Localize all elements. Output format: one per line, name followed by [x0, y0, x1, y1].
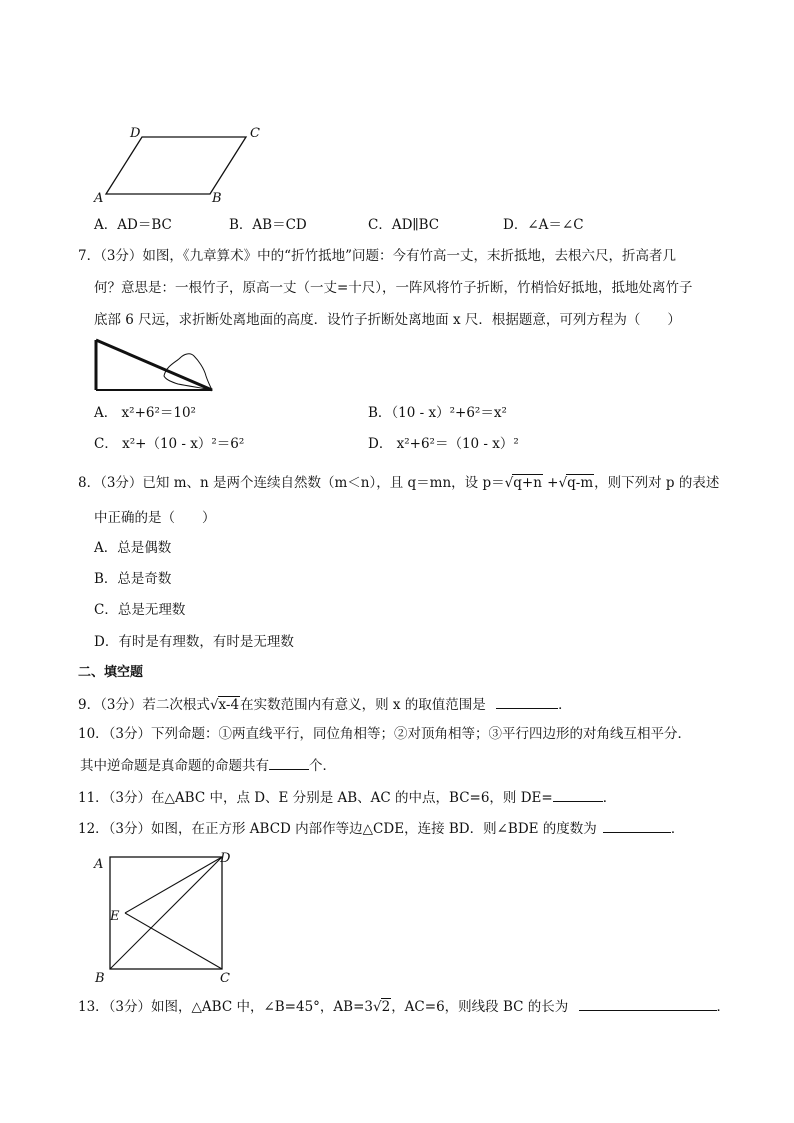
q13-suffix: ，AC=6，则线段 BC 的长为	[391, 999, 569, 1015]
q13-line	[78, 996, 730, 1017]
q7-option-c: C． x²+（10 - x）²＝6²	[94, 436, 245, 452]
q8-line-1	[78, 473, 719, 493]
segment-ed	[125, 857, 222, 913]
section-heading: 二、填空题	[78, 665, 144, 680]
q9-answer-blank[interactable]	[496, 694, 558, 709]
q9-line	[78, 694, 572, 715]
q8-radicand-1: q+n	[513, 475, 542, 491]
q13-radicand: 2	[381, 999, 391, 1015]
label-A: A	[94, 191, 104, 204]
q7-line-3: 底部 6 尺远，求折断处离地面的高度．设竹子折断处离地面 x 尺．根据题意，可列方程为（ ）	[94, 312, 681, 328]
q13-answer-blank[interactable]	[579, 996, 717, 1011]
q9-end: ．	[558, 697, 572, 713]
q10-line-1: 10．（3分）下列命题：①两直线平行，同位角相等；②对顶角相等；③平行四边形的对角线互相平分．	[78, 726, 692, 742]
q11-answer-blank[interactable]	[553, 787, 603, 802]
q8-option-b: B．总是奇数	[94, 571, 172, 587]
q11-line	[78, 787, 616, 808]
q7-option-d: D． x²+6²＝（10 - x）²	[368, 436, 519, 452]
label-A: A	[94, 857, 104, 872]
q8-radicand-2: q-m	[567, 475, 594, 491]
q10-line-2b: 个．	[309, 758, 336, 774]
q10-line-2	[80, 755, 336, 776]
q12-end: ．	[670, 821, 685, 837]
q8-prefix: 8．（3分）已知 m、n 是两个连续自然数（m＜n），且 q＝mn，设 p＝	[78, 475, 505, 491]
label-C: C	[250, 126, 260, 141]
sqrt-icon: √	[209, 697, 219, 713]
parallelogram-shape	[106, 137, 246, 194]
bamboo-figure	[92, 336, 216, 394]
q9-prefix: 9．（3分）若二次根式	[78, 697, 210, 713]
q7-option-b: B．（10 - x）²+6²＝x²	[368, 405, 507, 421]
q12-text: 12．（3分）如图，在正方形 ABCD 内部作等边△CDE，连接 BD．则∠BDE 的度数为	[78, 821, 597, 837]
q10-line-2a: 其中逆命题是真命题的命题共有	[80, 758, 269, 774]
q13-prefix: 13．（3分）如图，△ABC 中，∠B=45°，AB=3	[78, 999, 373, 1015]
q12-answer-blank[interactable]	[603, 818, 671, 833]
q7-line-1: 7．（3分）如图，《九章算术》中的“折竹抵地”问题：今有竹高一丈，末折抵地，去根六尺，折高者几	[78, 248, 676, 264]
sqrt-icon: √	[504, 475, 514, 491]
q8-plus: +	[542, 475, 559, 491]
q11-end: ．	[602, 790, 617, 806]
sqrt-icon: √	[372, 999, 382, 1015]
q6-option-b: B．AB＝CD	[229, 217, 307, 233]
q12-line	[78, 818, 684, 839]
q8-option-a: A．总是偶数	[94, 540, 172, 556]
label-D: D	[220, 851, 231, 866]
q10-answer-blank[interactable]	[269, 755, 309, 770]
q11-text: 11．（3分）在△ABC 中，点 D、E 分别是 AB、AC 的中点，BC=6，则 DE=	[78, 790, 553, 806]
segment-ec	[125, 913, 222, 969]
segment-bd	[110, 857, 222, 969]
q6-option-a: A．AD＝BC	[94, 217, 172, 233]
q13-end: ．	[716, 999, 731, 1015]
label-E: E	[110, 909, 120, 924]
broken-bamboo	[96, 340, 212, 390]
q8-suffix: ，则下列对 p 的表述	[594, 475, 720, 491]
label-C: C	[220, 971, 230, 986]
q6-option-c: C．AD∥BC	[368, 217, 440, 233]
q6-option-d: D．∠A＝∠C	[503, 217, 584, 233]
q8-option-d: D．有时是有理数，有时是无理数	[94, 634, 294, 650]
q8-option-c: C．总是无理数	[94, 602, 186, 618]
q8-line-2: 中正确的是（ ）	[94, 510, 216, 526]
square-figure	[90, 848, 240, 986]
sqrt-icon: √	[558, 475, 568, 491]
label-D: D	[130, 126, 141, 141]
parallelogram-figure	[86, 122, 276, 204]
q7-line-2: 何？意思是：一根竹子，原高一丈（一丈=十尺），一阵风将竹子折断，竹梢恰好抵地，抵地处离竹子	[94, 280, 693, 296]
label-B: B	[95, 971, 105, 986]
q9-suffix: 在实数范围内有意义，则 x 的取值范围是	[240, 697, 486, 713]
q9-radicand: x-4	[218, 697, 240, 713]
label-B: B	[212, 191, 222, 204]
q7-option-a: A． x²+6²＝10²	[94, 405, 196, 421]
